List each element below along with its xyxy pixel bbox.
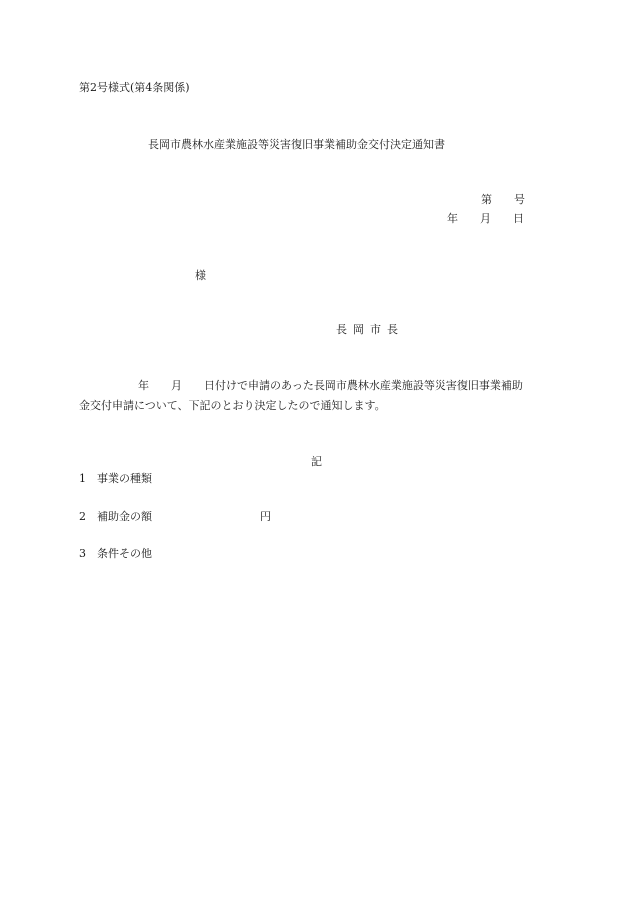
item-label: 条件その他 (97, 547, 152, 560)
date-day: 日 (513, 212, 524, 225)
ki-heading: 記 (311, 455, 322, 468)
document-number (481, 194, 525, 205)
list-item (79, 511, 152, 522)
amount-unit: 円 (260, 510, 271, 523)
document-date (447, 213, 524, 224)
body-line1-rest: 日付けで申請のあった長岡市農林水産業施設等災害復旧事業補助 (204, 379, 523, 392)
number-go: 号 (514, 193, 525, 206)
form-number: 第2号様式(第4条関係) (79, 81, 190, 94)
item-label: 補助金の額 (97, 510, 152, 523)
body-month: 月 (171, 379, 182, 392)
item-number: 2 (79, 510, 86, 523)
list-item (79, 548, 152, 559)
number-dai: 第 (481, 193, 492, 206)
addressee-suffix: 様 (195, 269, 206, 282)
item-label: 事業の種類 (97, 472, 152, 485)
item-number: 1 (79, 472, 86, 485)
list-item (79, 473, 152, 484)
body-line-2: 金交付申請について、下記のとおり決定したので通知します。 (79, 399, 386, 412)
document-title: 長岡市農林水産業施設等災害復旧事業補助金交付決定通知書 (148, 138, 445, 151)
date-month: 月 (480, 212, 491, 225)
body-year: 年 (138, 379, 149, 392)
date-year: 年 (447, 212, 458, 225)
issuer-name: 長岡市長 (336, 323, 404, 336)
body-line-1 (138, 380, 523, 391)
item-number: 3 (79, 547, 86, 560)
